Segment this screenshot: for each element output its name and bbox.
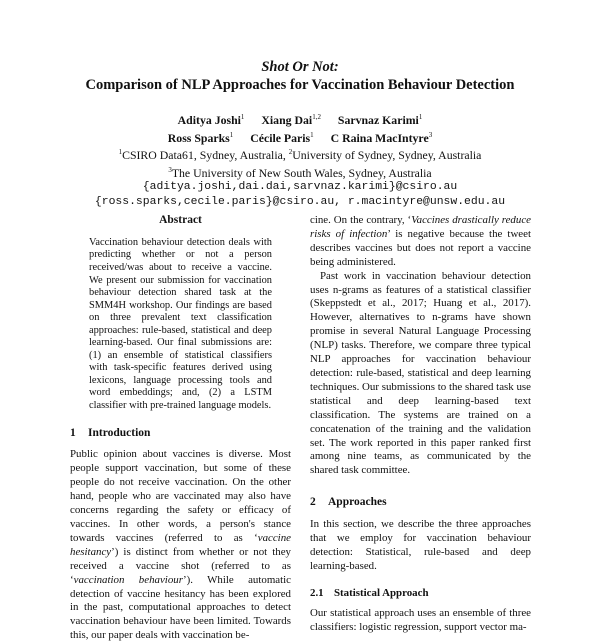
section-heading-approaches — [310, 496, 531, 510]
affiliation-text: University of Sydney, Sydney, Australia — [292, 148, 482, 163]
subsection-number: 2.1 — [310, 586, 324, 599]
paper-title-line2: Comparison of NLP Approaches for Vaccination Behaviour Detection — [85, 77, 515, 93]
intro-paragraph-2: Past work in vaccination behaviour detection uses n-grams as features of a statistical classifier (Skeppstedt et al., 2017; Huang et al., 2017). However, alternatives to n-grams have shown promise in several Natural Language Processing (NLP) tasks. Therefore, we compare three typical NLP approaches for vaccination behaviour detection: rule-based, statistical and deep learning techniques. Our submissions to the shared task use statistical and deep learning-based text classification. The systems are trained on a concatenation of the training and the validation set. The work reported in this paper ranked first among nine teams, as communicated by the shared task committee. — [310, 269, 531, 477]
approaches-paragraph: In this section, we describe the three approaches that we employ for vaccination behaviour detection: Statistical, rule-based and deep learning-based. — [310, 518, 531, 572]
author-name: Xiang Dai — [261, 113, 313, 127]
term-vaccine-hesitancy: vaccine hesitancy — [70, 531, 291, 558]
section-title: Approaches — [328, 496, 387, 509]
intro-paragraph-1: Public opinion about vaccines is diverse. Most people support vaccination, but some of these people do not receive vaccination. On the other hand, people who are vaccinated may also have concerns regarding the safety or efficacy of vaccines. In other words, a person's stance towards vaccines (referred to as ‘vaccine hesitancy’) is distinct from whether or not they received a vaccine shot (referred to as ‘vaccination behaviour’). While automatic detection of vaccine hesitancy has been explored in the past, computational approaches to detect vaccination behaviour have been limited. Towards this, our paper deals with vaccination be- — [70, 448, 292, 642]
author-affil-mark: 3 — [428, 130, 433, 139]
author-name: Ross Sparks — [167, 130, 230, 145]
author-name: C Raina MacIntyre — [330, 130, 429, 145]
author-name: Sarvnaz Karimi — [337, 113, 419, 127]
affil-mark: 1 — [118, 148, 123, 157]
section-number: 2 — [310, 496, 316, 509]
section-title: Introduction — [88, 426, 151, 439]
affiliation-text: CSIRO Data61, Sydney, Australia, — [122, 148, 289, 163]
abstract-heading: Abstract — [159, 214, 202, 226]
right-column — [310, 214, 531, 634]
author-block — [0, 110, 600, 210]
subsection-heading-statistical — [310, 587, 531, 601]
intro-paragraph-1-continued: cine. On the contrary, ‘Vaccines drastically reduce risks of infection’ is negative because the tweet describes vaccines but does not report a vaccine being administered. — [310, 214, 532, 268]
title-block — [0, 58, 600, 95]
author-affil-mark: 1 — [240, 113, 245, 121]
affil-mark: 2 — [288, 148, 293, 157]
email-line-1[interactable]: {aditya.joshi,dai.dai,sarvnaz.karimi}@csiro.au — [142, 181, 458, 194]
author-affil-mark: 1 — [418, 113, 423, 121]
term-vaccination-behaviour: vaccination behaviour — [73, 573, 183, 586]
section-number: 1 — [70, 426, 76, 439]
statistical-paragraph: Our statistical approach uses an ensemble of three classifiers: logistic regression, support vector ma- — [310, 606, 531, 633]
author-name: Cécile Paris — [250, 130, 311, 145]
paper-title-line1: Shot Or Not: — [261, 59, 339, 75]
affiliation-line-2 — [0, 163, 600, 181]
example-tweet: Vaccines drastically reduce risks of infection — [310, 214, 531, 240]
affiliation-line-1 — [0, 145, 600, 163]
section-heading-introduction — [70, 427, 291, 441]
email-line-2[interactable]: {ross.sparks,cecile.paris}@csiro.au, r.macintyre@unsw.edu.au — [94, 195, 506, 208]
left-column — [70, 214, 291, 643]
abstract-text: Vaccination behaviour detection deals with predicting whether or not a person received/was about to receive a vaccine. We present our submission for vaccination behaviour detection shared task at the SMM4H workshop. Our findings are based on three prevalent text classification approaches: rule-based, statistical and deep learning-based. Our final submissions are: (1) an ensemble of statistical classifiers with task-specific features derived using lexicons, language processing tools and word embeddings; and, (2) a LSTM classifier with pre-trained language models. — [89, 236, 272, 412]
author-line-1 — [0, 110, 600, 128]
author-name: Aditya Joshi — [177, 113, 241, 127]
author-line-2 — [0, 128, 600, 146]
author-affil-mark: 1 — [310, 130, 314, 139]
author-affil-mark: 1 — [229, 130, 234, 139]
affil-mark: 3 — [168, 165, 172, 174]
affiliation-text: The University of New South Wales, Sydney, Australia — [171, 165, 432, 180]
author-affil-mark: 1,2 — [312, 113, 321, 121]
subsection-title: Statistical Approach — [334, 586, 429, 599]
